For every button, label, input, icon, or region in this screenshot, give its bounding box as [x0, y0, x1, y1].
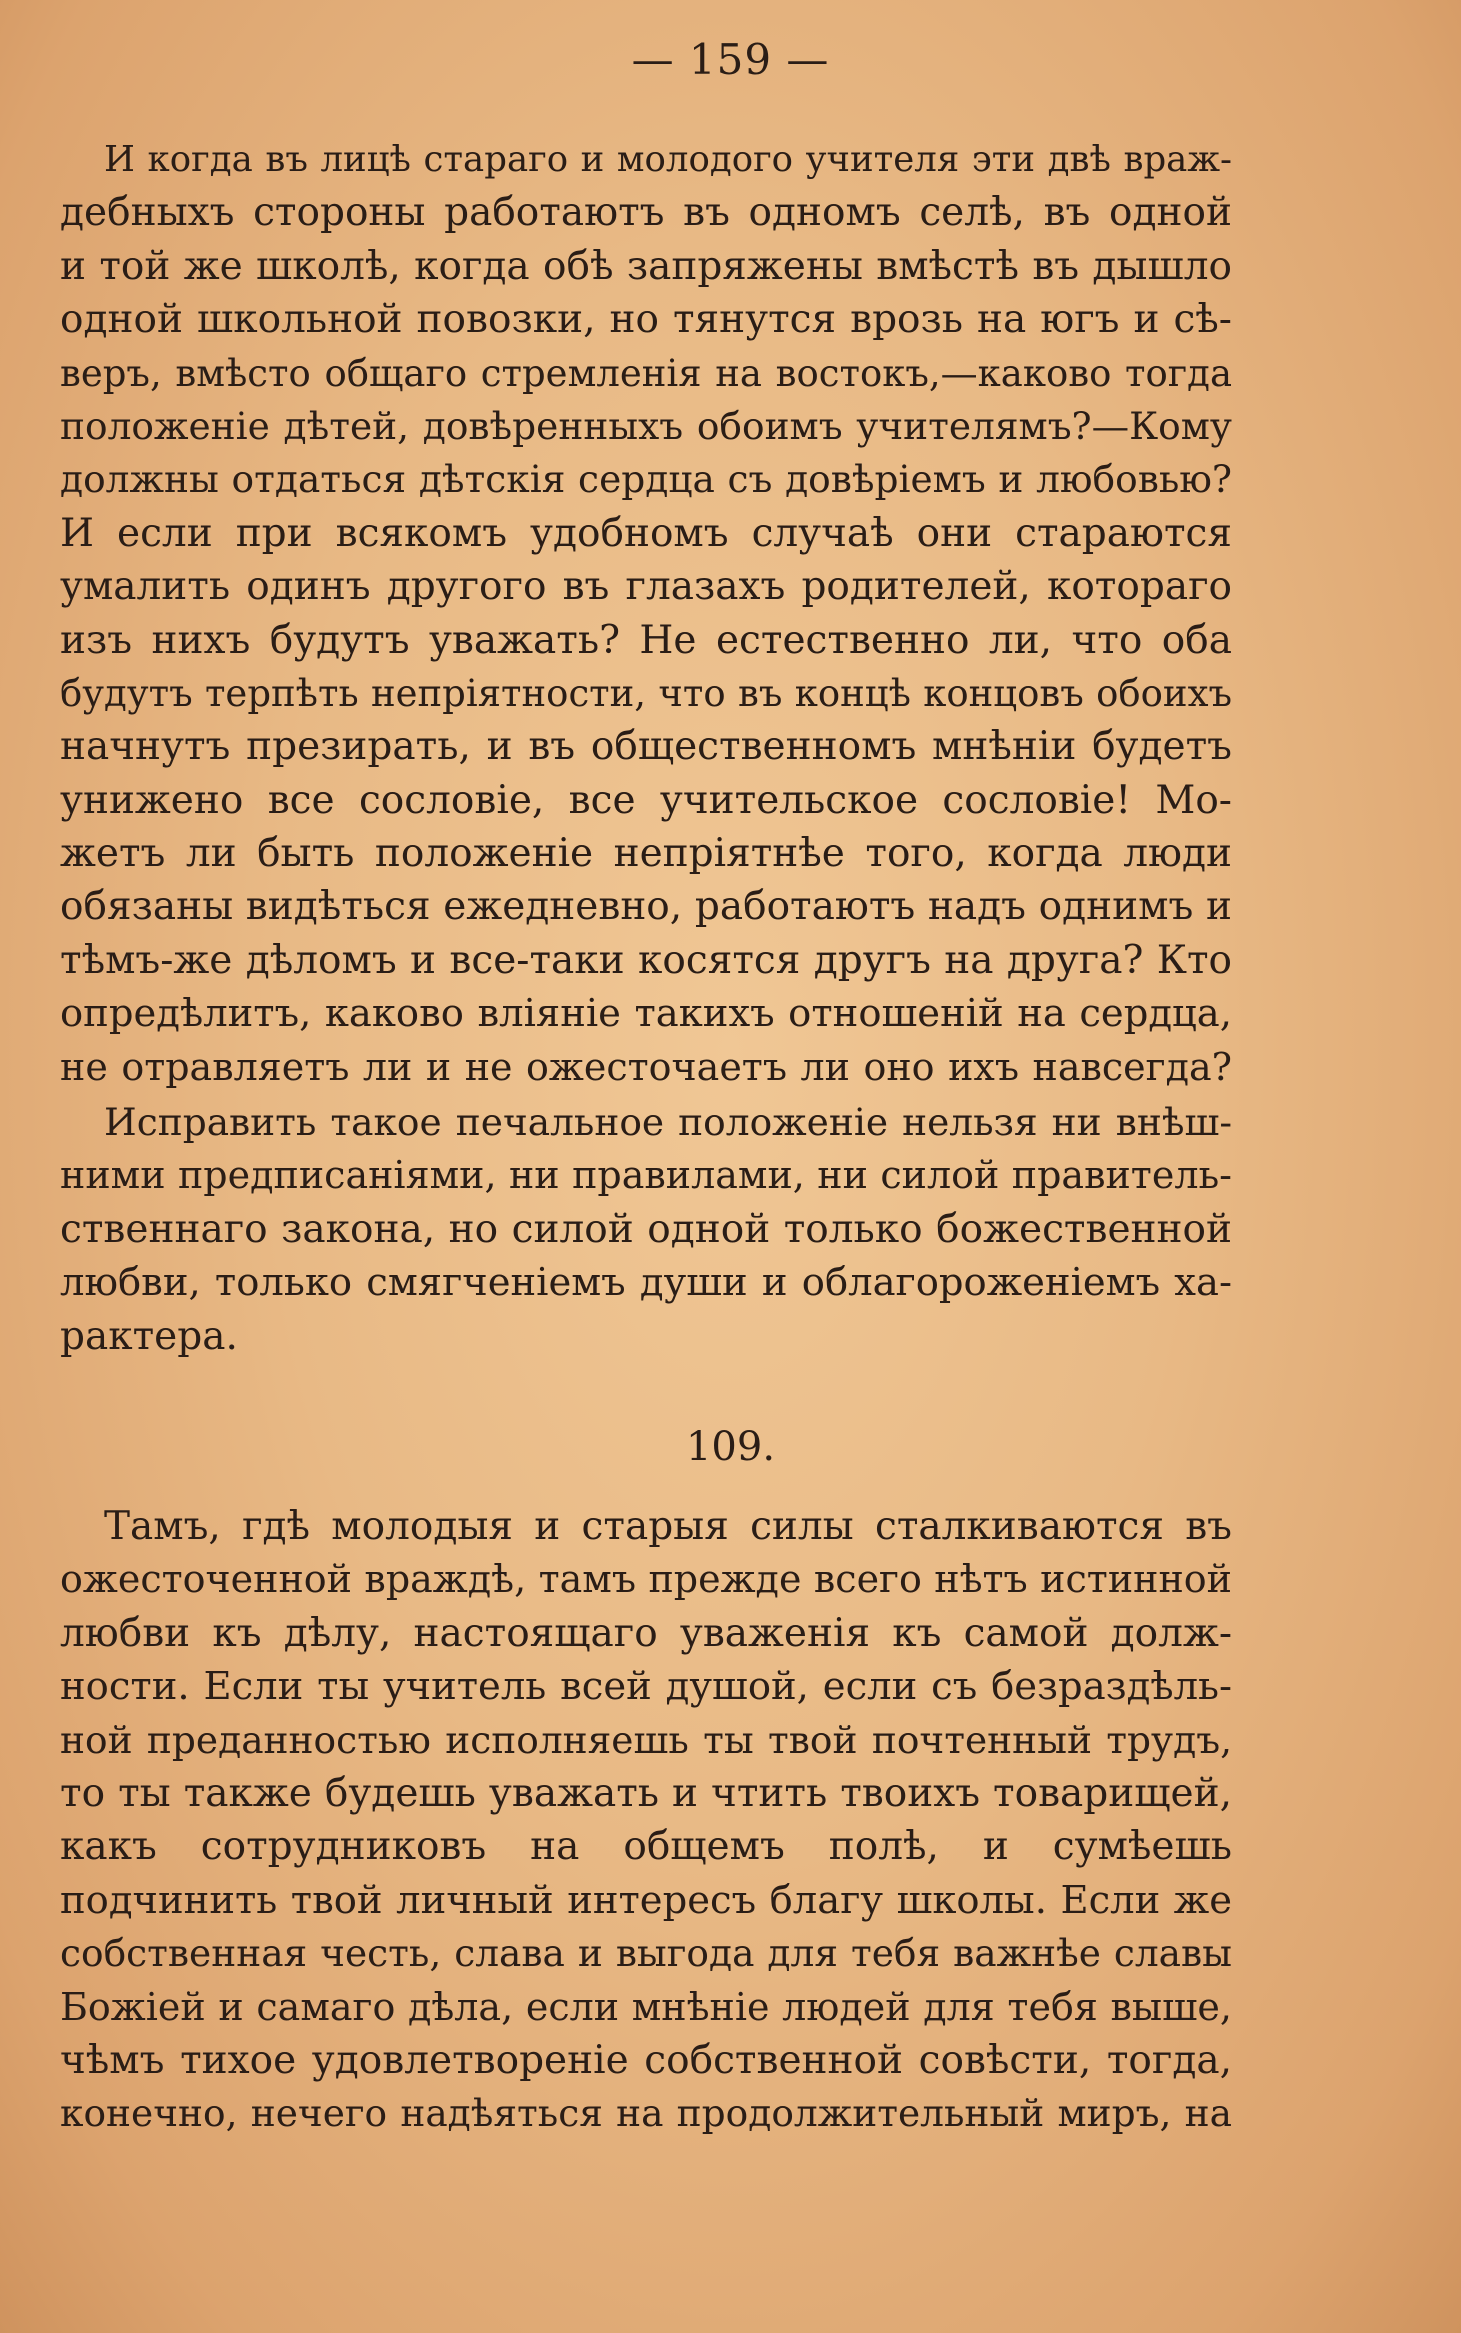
text-line: то ты также будешь уважать и чтить твоихъ товарищей,: [60, 1770, 1232, 1816]
text-line: любви, только смягченіемъ души и облагороженіемъ ха-: [60, 1260, 1232, 1306]
text-line: ними предписаніями, ни правилами, ни силой правитель-: [60, 1153, 1232, 1198]
text-line: унижено все сословіе, все учительское сословіе! Мо-: [60, 777, 1232, 823]
text-line: начнутъ презирать, и въ общественномъ мнѣніи будетъ: [60, 724, 1232, 770]
text-line: одной школьной повозки, но тянутся врозь на югъ и сѣ-: [60, 297, 1232, 343]
page-number: — 159 —: [631, 35, 830, 84]
text-line: Исправить такое печальное положеніе нельзя ни внѣш-: [104, 1100, 1232, 1144]
text-line: веръ, вмѣсто общаго стремленія на востокъ,—каково тогда: [60, 351, 1232, 395]
section-number: 109.: [685, 1424, 776, 1470]
text-line: рактера.: [60, 1313, 238, 1359]
text-line: ной преданностью исполняешь ты твой почтенный трудъ,: [60, 1717, 1232, 1762]
text-line: и той же школѣ, когда обѣ запряжены вмѣстѣ въ дышло: [60, 243, 1232, 289]
text-line: какъ сотрудниковъ на общемъ полѣ, и сумѣешь: [60, 1824, 1232, 1870]
text-line: должны отдаться дѣтскія сердца съ довѣріемъ и любовью?: [60, 457, 1232, 502]
text-line: ности. Если ты учитель всей душой, если съ безраздѣль-: [60, 1664, 1232, 1710]
text-line: любви къ дѣлу, настоящаго уваженія къ самой долж-: [60, 1610, 1232, 1656]
text-line: тѣмъ-же дѣломъ и все-таки косятся другъ на друга? Кто: [60, 937, 1232, 983]
text-line: И когда въ лицѣ стараго и молодого учителя эти двѣ враж-: [104, 139, 1232, 180]
text-line: собственная честь, слава и выгода для тебя важнѣе славы: [60, 1931, 1232, 1976]
text-line: Тамъ, гдѣ молодыя и старыя силы сталкиваются въ: [104, 1504, 1232, 1549]
text-line: Божіей и самаго дѣла, если мнѣніе людей для тебя выше,: [60, 1984, 1232, 2029]
text-line: чѣмъ тихое удовлетвореніе собственной совѣсти, тогда,: [60, 2037, 1232, 2083]
text-line: ственнаго закона, но силой одной только божественной: [60, 1206, 1232, 1252]
text-line: обязаны видѣться ежедневно, работаютъ надъ однимъ и: [60, 884, 1232, 930]
paragraph-1: [60, 133, 1232, 1094]
text-line: положеніе дѣтей, довѣренныхъ обоимъ учителямъ?—Кому: [60, 403, 1232, 448]
paragraph-3: [60, 1500, 1232, 2141]
text-line: ожесточенной враждѣ, тамъ прежде всего нѣтъ истинной: [60, 1557, 1232, 1602]
text-line: подчинить твой личный интересъ благу школы. Если же: [60, 1877, 1232, 1923]
text-line: не отравляетъ ли и не ожесточаетъ ли оно ихъ навсегда?: [60, 1044, 1232, 1089]
text-line: жетъ ли быть положеніе непріятнѣе того, когда люди: [60, 831, 1232, 877]
text-line: опредѣлитъ, каково вліяніе такихъ отношеній на сердца,: [60, 991, 1232, 1037]
text-line: будутъ терпѣть непріятности, что въ концѣ концовъ обоихъ: [60, 671, 1232, 715]
text-line: И если при всякомъ удобномъ случаѣ они стараются: [60, 510, 1232, 556]
text-line: конечно, нечего надѣяться на продолжительный миръ, на: [60, 2091, 1232, 2136]
paragraph-2: [60, 1096, 1232, 1363]
text-line: умалить одинъ другого въ глазахъ родителей, котораго: [60, 564, 1232, 610]
text-line: дебныхъ стороны работаютъ въ одномъ селѣ, въ одной: [60, 190, 1232, 236]
text-line: изъ нихъ будутъ уважать? Не естественно ли, что оба: [60, 617, 1232, 663]
